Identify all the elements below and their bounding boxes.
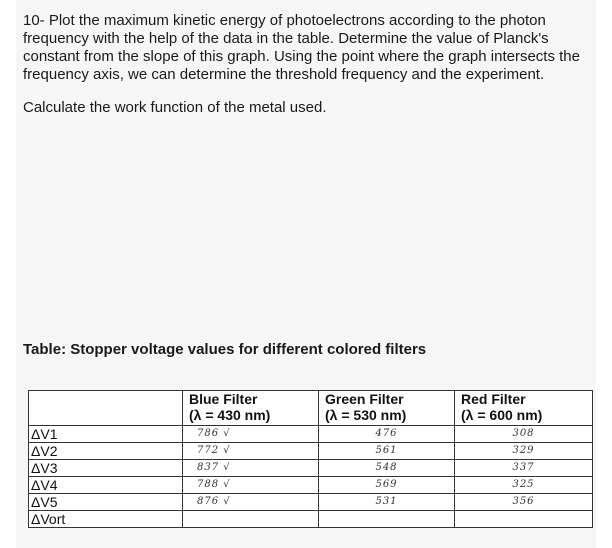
table-header-row [29, 391, 593, 426]
red-value: 325 [455, 477, 593, 494]
blue-value: 772 √ [183, 443, 319, 460]
table-row [29, 443, 593, 460]
table-row [29, 426, 593, 443]
blue-value: 876 √ [183, 494, 319, 511]
red-value: 329 [455, 443, 593, 460]
table-caption: Table: Stopper voltage values for different colored filters [23, 341, 427, 358]
header-blue-name: Blue Filter [189, 391, 258, 407]
header-blue-wavelength: (λ = 430 nm) [189, 407, 271, 423]
green-value: 531 [319, 494, 455, 511]
task-text: Calculate the work function of the metal used. [23, 99, 327, 116]
green-value: 569 [319, 477, 455, 494]
header-blue-filter [183, 391, 319, 426]
row-label: ΔV5 [29, 494, 183, 511]
table-row [29, 494, 593, 511]
blue-value: 786 √ [183, 426, 319, 443]
row-label: ΔV1 [29, 426, 183, 443]
green-value: 476 [319, 426, 455, 443]
row-label: ΔV4 [29, 477, 183, 494]
green-value: 561 [319, 443, 455, 460]
table-row [29, 477, 593, 494]
red-value: 308 [455, 426, 593, 443]
question-text: 10- Plot the maximum kinetic energy of photoelectrons according to the photon frequency with the help of the data in the table. Determine the value of Planck's constant from the slope of this graph. Using the point where the graph intersects the frequency axis, we can determine the threshold frequency and the experiment. [23, 12, 580, 83]
stopper-voltage-table [28, 390, 593, 528]
green-value: 548 [319, 460, 455, 477]
header-red-wavelength: (λ = 600 nm) [461, 407, 543, 423]
table-row [29, 460, 593, 477]
green-value [319, 511, 455, 528]
row-label: ΔV2 [29, 443, 183, 460]
header-empty-cell [29, 391, 183, 426]
header-red-filter [455, 391, 593, 426]
row-label: ΔV3 [29, 460, 183, 477]
red-value [455, 511, 593, 528]
header-green-wavelength: (λ = 530 nm) [325, 407, 407, 423]
table-row [29, 511, 593, 528]
header-green-name: Green Filter [325, 391, 404, 407]
red-value: 337 [455, 460, 593, 477]
header-red-name: Red Filter [461, 391, 526, 407]
blue-value: 837 √ [183, 460, 319, 477]
row-label: ΔVort [29, 511, 183, 528]
red-value: 356 [455, 494, 593, 511]
blue-value: 788 √ [183, 477, 319, 494]
header-green-filter [319, 391, 455, 426]
blue-value [183, 511, 319, 528]
